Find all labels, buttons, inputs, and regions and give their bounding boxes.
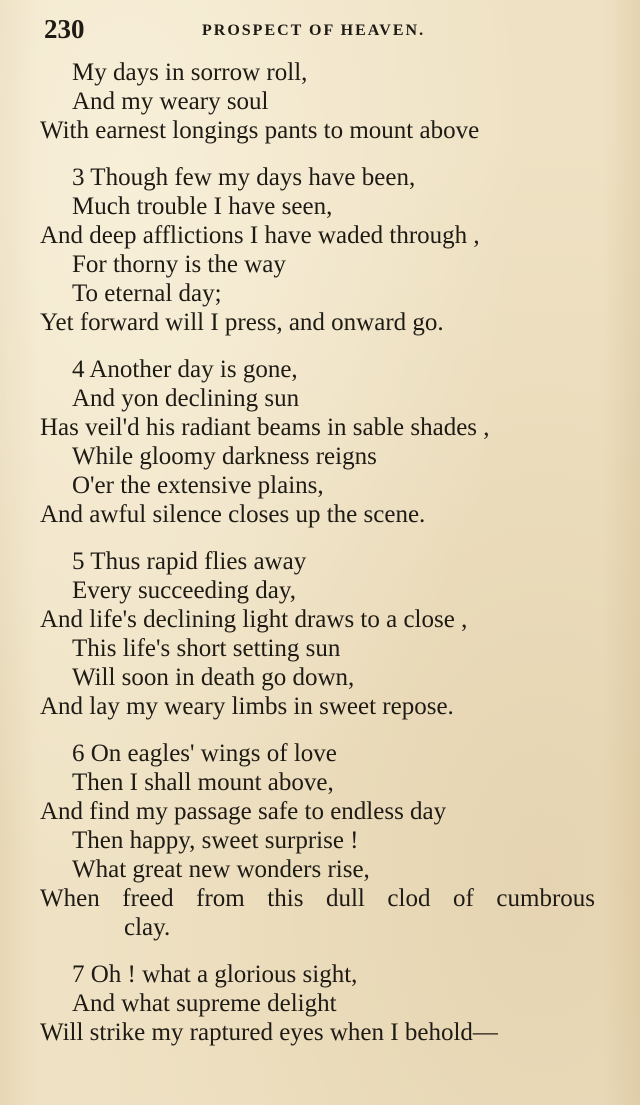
page-number: 230 [44,14,85,44]
verse-line: 6 On eagles' wings of love [72,740,337,767]
verse-line: And awful silence closes up the scene. [40,501,426,528]
verse-line: Yet forward will I press, and onward go. [40,309,444,336]
stanza-3 [40,163,615,337]
verse-line: Will strike my raptured eyes when I behold— [40,1019,498,1046]
verse-line: Will soon in death go down, [72,664,355,691]
hymn-text [40,58,615,1047]
verse-line: Every succeeding day, [72,577,296,604]
verse-line: 4 Another day is gone, [72,356,298,383]
stanza-6 [40,739,615,942]
verse-line: Then happy, sweet surprise ! [72,827,359,854]
stanza-5 [40,547,615,721]
verse-line: And lay my weary limbs in sweet repose. [40,693,454,720]
verse-line: 7 Oh ! what a glorious sight, [72,961,358,988]
running-title: PROSPECT OF HEAVEN. [202,22,426,39]
verse-line: What great new wonders rise, [72,856,370,883]
verse-line: While gloomy darkness reigns [72,443,377,470]
verse-line: And what supreme delight [72,990,337,1017]
verse-line: 5 Thus rapid flies away [72,548,307,575]
verse-line: And yon declining sun [72,385,300,412]
verse-line: This life's short setting sun [72,635,341,662]
verse-line: My days in sorrow roll, [72,59,308,86]
stanza-4 [40,355,615,529]
verse-line: And deep afflictions I have waded through , [40,222,480,249]
verse-line: Has veil'd his radiant beams in sable shades , [40,414,490,441]
verse-line: Then I shall mount above, [72,769,334,796]
verse-line: And life's declining light draws to a close , [40,606,468,633]
verse-line: For thorny is the way [72,251,286,278]
stanza-7 [40,960,615,1047]
verse-line-continuation: clay. [124,914,171,941]
verse-line: When freed from this dull clod of cumbrous [40,885,595,912]
verse-line: 3 Though few my days have been, [72,164,416,191]
verse-line: O'er the extensive plains, [72,472,324,499]
verse-line: To eternal day; [72,280,222,307]
verse-line: And my weary soul [72,88,269,115]
stanza-continued [40,58,615,145]
verse-line: With earnest longings pants to mount above [40,117,480,144]
verse-line: Much trouble I have seen, [72,193,333,220]
verse-line: And find my passage safe to endless day [40,798,447,825]
page-header [44,14,604,50]
